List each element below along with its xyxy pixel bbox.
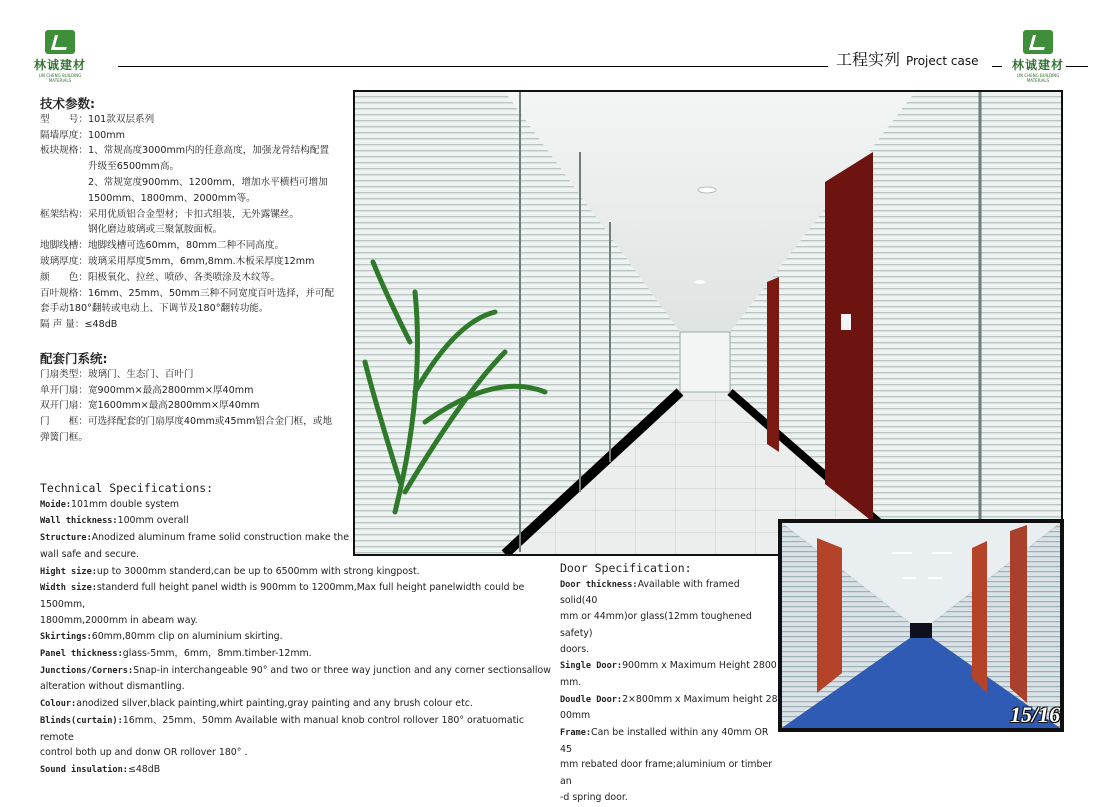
cn-spec-line: 板块规格：1、常规高度3000mm内的任意高度，加强龙骨结构配置	[40, 145, 330, 157]
header-rule	[118, 66, 828, 67]
cn-spec-line: 2、常规宽度900mm、1200mm，增加水平横档可增加	[40, 176, 328, 188]
cn-specs-heading: 技术参数:	[40, 96, 95, 111]
en-spec-line: Moide:101mm double system	[40, 498, 180, 510]
en-spec-line: 1800mm,2000mm in abeam way.	[40, 614, 198, 626]
cn-spec-line: 型 号：101款双层系列	[40, 113, 155, 125]
en-spec-line: Blinds(curtain):16mm、25mm、50mm Available with manual knob control rollover 180° oratuomatic remote	[40, 714, 525, 743]
en-spec-line: control both up and donw OR rollover 180° .	[40, 747, 248, 759]
en-door-line: Frame:Can be installed within any 40mm OR 45	[560, 727, 769, 755]
header-rule	[992, 66, 1002, 67]
en-specs-heading: Technical Specifications:	[40, 481, 214, 495]
en-door-line: mm or 44mm)or glass(12mm toughened safety)	[560, 611, 752, 639]
en-spec-line: Width size:standerd full height panel width is 900mm to 1200mm,Max full height panelwidth could be 1500mm,	[40, 582, 525, 610]
en-door-line: mm.	[560, 676, 582, 688]
cn-door-line: 双开门扇：宽1600mm×最高2800mm×厚40mm	[40, 400, 260, 412]
cn-door-line: 弹簧门框。	[40, 431, 88, 443]
cn-door-line: 单开门扇：宽900mm×最高2800mm×厚40mm	[40, 384, 254, 396]
brand-mark-icon	[1023, 30, 1053, 54]
en-door-heading: Door Specification:	[560, 561, 692, 575]
brand-name-cn: 林诚建材	[33, 58, 86, 72]
en-spec-line: Skirtings:60mm,80mm clip on aluminium skirting.	[40, 631, 283, 643]
cn-spec-line: 玻璃厚度：玻璃采用厚度5mm，6mm,8mm.木板采厚度12mm	[40, 255, 315, 267]
en-spec-line: alteration without dismantling.	[40, 681, 185, 693]
en-spec-line: Sound insulation:≤48dB	[40, 763, 161, 775]
cn-spec-line: 升级至6500mm高。	[40, 161, 180, 173]
cn-door-section	[40, 351, 332, 446]
corridor-illustration	[355, 92, 1061, 554]
corridor-photo-small	[778, 519, 1064, 732]
en-spec-line: Junctions/Corners:Snap-in interchangeable 90° and two or three way junction and any corner sectionsallow	[40, 664, 551, 676]
cn-spec-line: 百叶规格：16mm、25mm、50mm三种不同宽度百叶选择，并可配	[40, 287, 335, 299]
en-spec-line: Wall thickness:100mm overall	[40, 515, 189, 527]
page-title-en: Project case	[906, 54, 979, 68]
en-door-line: Doudle Door:2×800mm x Maximum height 28	[560, 693, 778, 705]
brand-logo-left	[32, 30, 88, 83]
brand-name-en: LIN CHENG BUILDING MATERIALS	[1016, 73, 1060, 83]
en-spec-line: Colour:anodized silver,black painting,whirt painting,gray painting and any brush colour etc.	[40, 698, 473, 710]
en-door-line: 00mm	[560, 710, 591, 722]
page-title	[836, 47, 978, 70]
cn-spec-line: 1500mm、1800mm、2000mm等。	[40, 192, 256, 204]
en-spec-line: Hight size:up to 3000mm standerd,can be up to 6500mm with strong kingpost.	[40, 565, 420, 577]
en-spec-line: Panel thickness:glass-5mm，6mm，8mm.timber-12mm.	[40, 648, 312, 660]
corridor-illustration-small	[782, 523, 1060, 728]
en-door-section	[560, 561, 778, 807]
cn-specs-section	[40, 96, 334, 333]
brand-name-en: LIN CHENG BUILDING MATERIALS	[38, 73, 82, 83]
cn-door-heading: 配套门系统:	[40, 351, 108, 366]
cn-spec-line: 框架结构：采用优质铝合金型材；卡扣式组装，无外露镙丝。	[40, 208, 300, 220]
cn-spec-line: 隔 声 量：≤48dB	[40, 319, 118, 331]
en-door-line: mm rebated door frame;aluminium or timber an	[560, 759, 773, 788]
en-door-line: Door thickness:Available with framed solid(40	[560, 578, 740, 607]
brand-name-cn: 林诚建材	[1011, 58, 1064, 72]
brand-mark-icon	[45, 30, 75, 54]
page-title-cn: 工程实列	[836, 50, 901, 69]
en-door-line: -d spring door.	[560, 791, 628, 803]
cn-door-line: 门 框：可选择配套的门扇厚度40mm或45mm铝合金门框，或地	[40, 416, 333, 428]
brand-logo-right	[1010, 30, 1066, 83]
corridor-photo-main	[353, 90, 1063, 556]
header-rule	[1066, 66, 1088, 67]
cn-door-line: 门扇类型：玻璃门、生态门、百叶门	[40, 368, 194, 380]
en-spec-line: Structure:Anodized aluminum frame solid construction make the	[40, 532, 349, 544]
cn-spec-line: 地脚线槽：地脚线槽可选60mm，80mm二种不同高度。	[40, 240, 285, 252]
cn-spec-line: 颜 色：阳极氧化、拉丝、喷砂、各类喷涂及木纹等。	[40, 271, 280, 283]
en-door-line: Single Door:900mm x Maximum Height 2800	[560, 660, 777, 672]
en-spec-line: wall safe and secure.	[40, 548, 140, 560]
page-number: 15/16	[1010, 702, 1061, 727]
cn-spec-line: 套手动180°翻转或电动上、下调节及180°翻转功能。	[40, 303, 269, 315]
cn-spec-line: 隔墙厚度：100mm	[40, 129, 125, 141]
en-door-line: doors.	[560, 643, 590, 655]
cn-spec-line: 钢化磨边玻璃或三聚氰胺面板。	[40, 224, 223, 236]
